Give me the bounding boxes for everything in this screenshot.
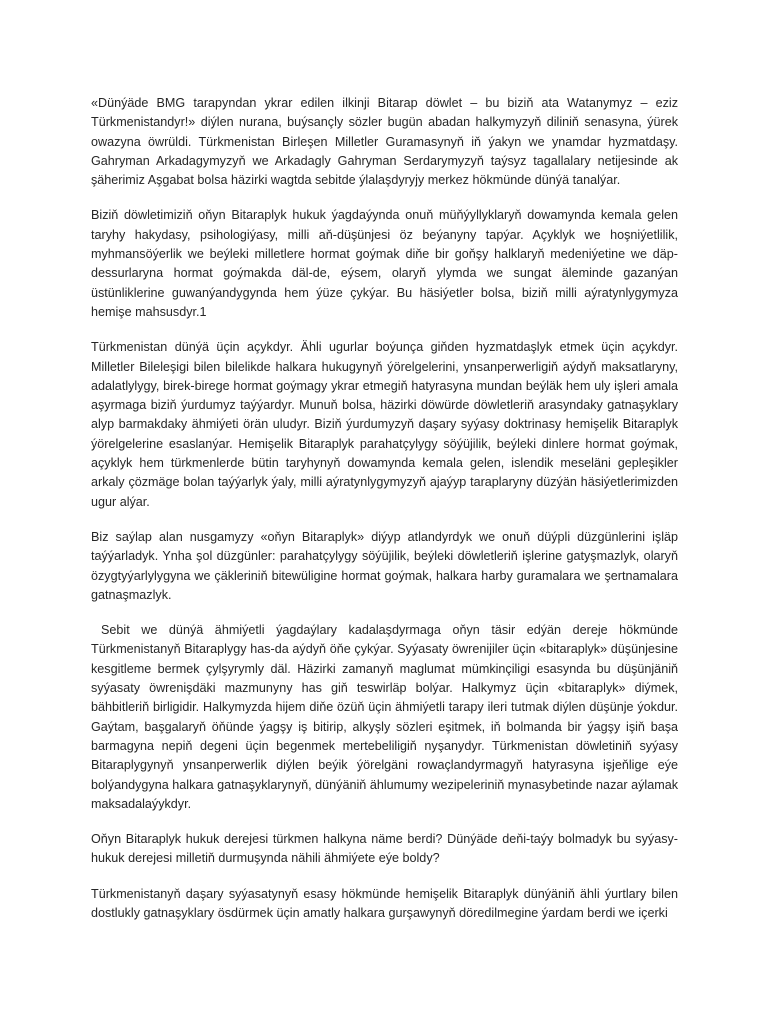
paragraph-open-to-world: Türkmenistan dünýä üçin açykdyr. Ähli ugurlar boýunça giňden hyzmatdaşlyk etmek üçin açykdyr. Milletler Bileleşigi bilen bilelikde halkara hukugynyň ýörelgelerini, ynsanperwerligiň aýdyň maksatlaryny, adalatlylygy, birek-birege hormat goýmagy ykrar etmegiň hatyrasyna mundan beýläk hem uly işleri amala aşyrmaga biziň ýurdumyz taýýardyr. Munuň bolsa, häzirki döwürde döwletleriň arasyndaky gatnaşyklary alyp barmakdaky ähmiýeti örän uludyr. Biziň ýurdumyzyň daşary syýasy doktrinasy hemişelik Bitaraplyk ýörelgelerine esaslanýar. Hemişelik Bitaraplyk parahatçylygy söýüjilik, beýleki dinlere hormat goýmak, açyklyk hem türkmenlerde bütin taryhynyň dowamynda kemala gelen, islendik meseläni gepleşikler arkaly çözmäge bolan taýýarlyk ýaly, milli aýratynlygymyzyň ajaýyp taraplaryny düzýän häsiýetlerimizden ugur alýar. xyxy=(91,340,678,509)
paragraph-chosen-model: Biz saýlap alan nusgamyzy «oňyn Bitaraplyk» diýyp atlandyrdyk we onuň düýpli düzgünlerini işläp taýýarladyk. Ynha şol düzgünler: parahatçylygy söýüjilik, beýleki döwletleriň işlerine gatyşmazlyk, olaryň özygtyýarlylygyna we çäkleriniň bitewüligine hormat goýmak, halkara harby guramalara we şertnamalara gatnaşmazlyk. xyxy=(91,529,678,602)
paragraph-regional-significance: Sebit we dünýä ähmiýetli ýagdaýlary kadalaşdyrmaga oňyn täsir edýän dereje hökmünde Türkmenistanyň Bitaraplygy has-da aýdyň öňe çykýar. Syýasaty öwrenijiler üçin «bitaraplyk» düşünjesine kesgitleme bermek çylşyrymly däl. Häzirki zamanyň maglumat mümkinçiligi esasynda bu düşünjäniň syýasaty öwrenişdäki mazmunyny has giň teswirläp bolýar. Halkymyz üçin «bitaraplyk» diýmek, bähbitleriň birligidir. Halkymyzda hijem diňe özüň üçin ähmiýetli tarapy ileri tutmak diýlen düşünje ýokdur. Gaýtam, başgalaryň öňünde ýagşy iş bitirip, alkyşly sözleri eşitmek, iň bolmanda bir ýagşy işiň başa barmagyna nepiň degeni üçin begenmek mertebeliligiň nyşanydyr. Türkmenistan döwletiniň syýasy Bitaraplygynyň ynsanperwerlik diýlen beýik ýörelgäni rowaçlandyrmagyň hatyrasyna işjeňlige eýe bolýandygyna halkara gatnaşyklarynyň, dünýäniň ählumumy wezipeleriniň mynasybetinde nazar aýlamak maksadalaýykdyr. xyxy=(91,623,678,811)
paragraph-foreign-policy: Türkmenistanyň daşary syýasatynyň esasy hökmünde hemişelik Bitaraplyk dünýäniň ähli ýurtlary bilen dostlukly gatnaşyklary ösdürmek üçin amatly halkara gurşawynyň döredilmegine ýardam berdi we içerki xyxy=(91,886,678,920)
paragraph-un-neutral-state: «Dünýäde BMG tarapyndan ykrar edilen ilkinji Bitarap döwlet – bu biziň ata Watanymyz – eziz Türkmenistandyr!» diýlen nurana, buýsançly sözler bugün abadan halkymyzyň diliniň senasyna, ýürek owazyna öwrüldi. Türkmenistan Birleşen Milletler Guramasynyň iň ýakyn we ynamdar hyzmatdaşy. Gahryman Arkadagymyzyň we Arkadagly Gahryman Serdarymyzyň taýsyz tagallalary netijesinde ak şäherimiz Aşgabat bolsa häzirki wagtda sebitde ýlalaşdyryjy merkez hökmünde dünýä tanalýar. xyxy=(91,96,678,188)
document-page xyxy=(91,94,678,939)
paragraph-positive-neutrality-status: Biziň döwletimiziň oňyn Bitaraplyk hukuk ýagdaýynda onuň müňýyllyklaryň dowamynda kemala gelen taryhy hakydasy, psihologiýasy, milli aň-düşünjesi öz beýanyny tapýar. Açyklyk we hoşniýetlilik, myhmansöýerlik we beýleki milletlere hormat goýmak diňe bir goňşy halklaryň medeniýetine we däp-dessurlaryna hormat goýmakda däl-de, eýsem, olaryň ylymda we sungat äleminde gazanýan üstünliklerine guwanýandygynda hem ýüze çykýar. Bu häsiýetler bolsa, biziň milli aýratynlygymyza hemişe mahsusdyr.1 xyxy=(91,208,678,319)
paragraph-question: Oňyn Bitaraplyk hukuk derejesi türkmen halkyna näme berdi? Dünýäde deňi-taýy bolmadyk bu syýasy-hukuk derejesi milletiň durmuşynda nähili ähmiýete eýe boldy? xyxy=(91,832,678,866)
